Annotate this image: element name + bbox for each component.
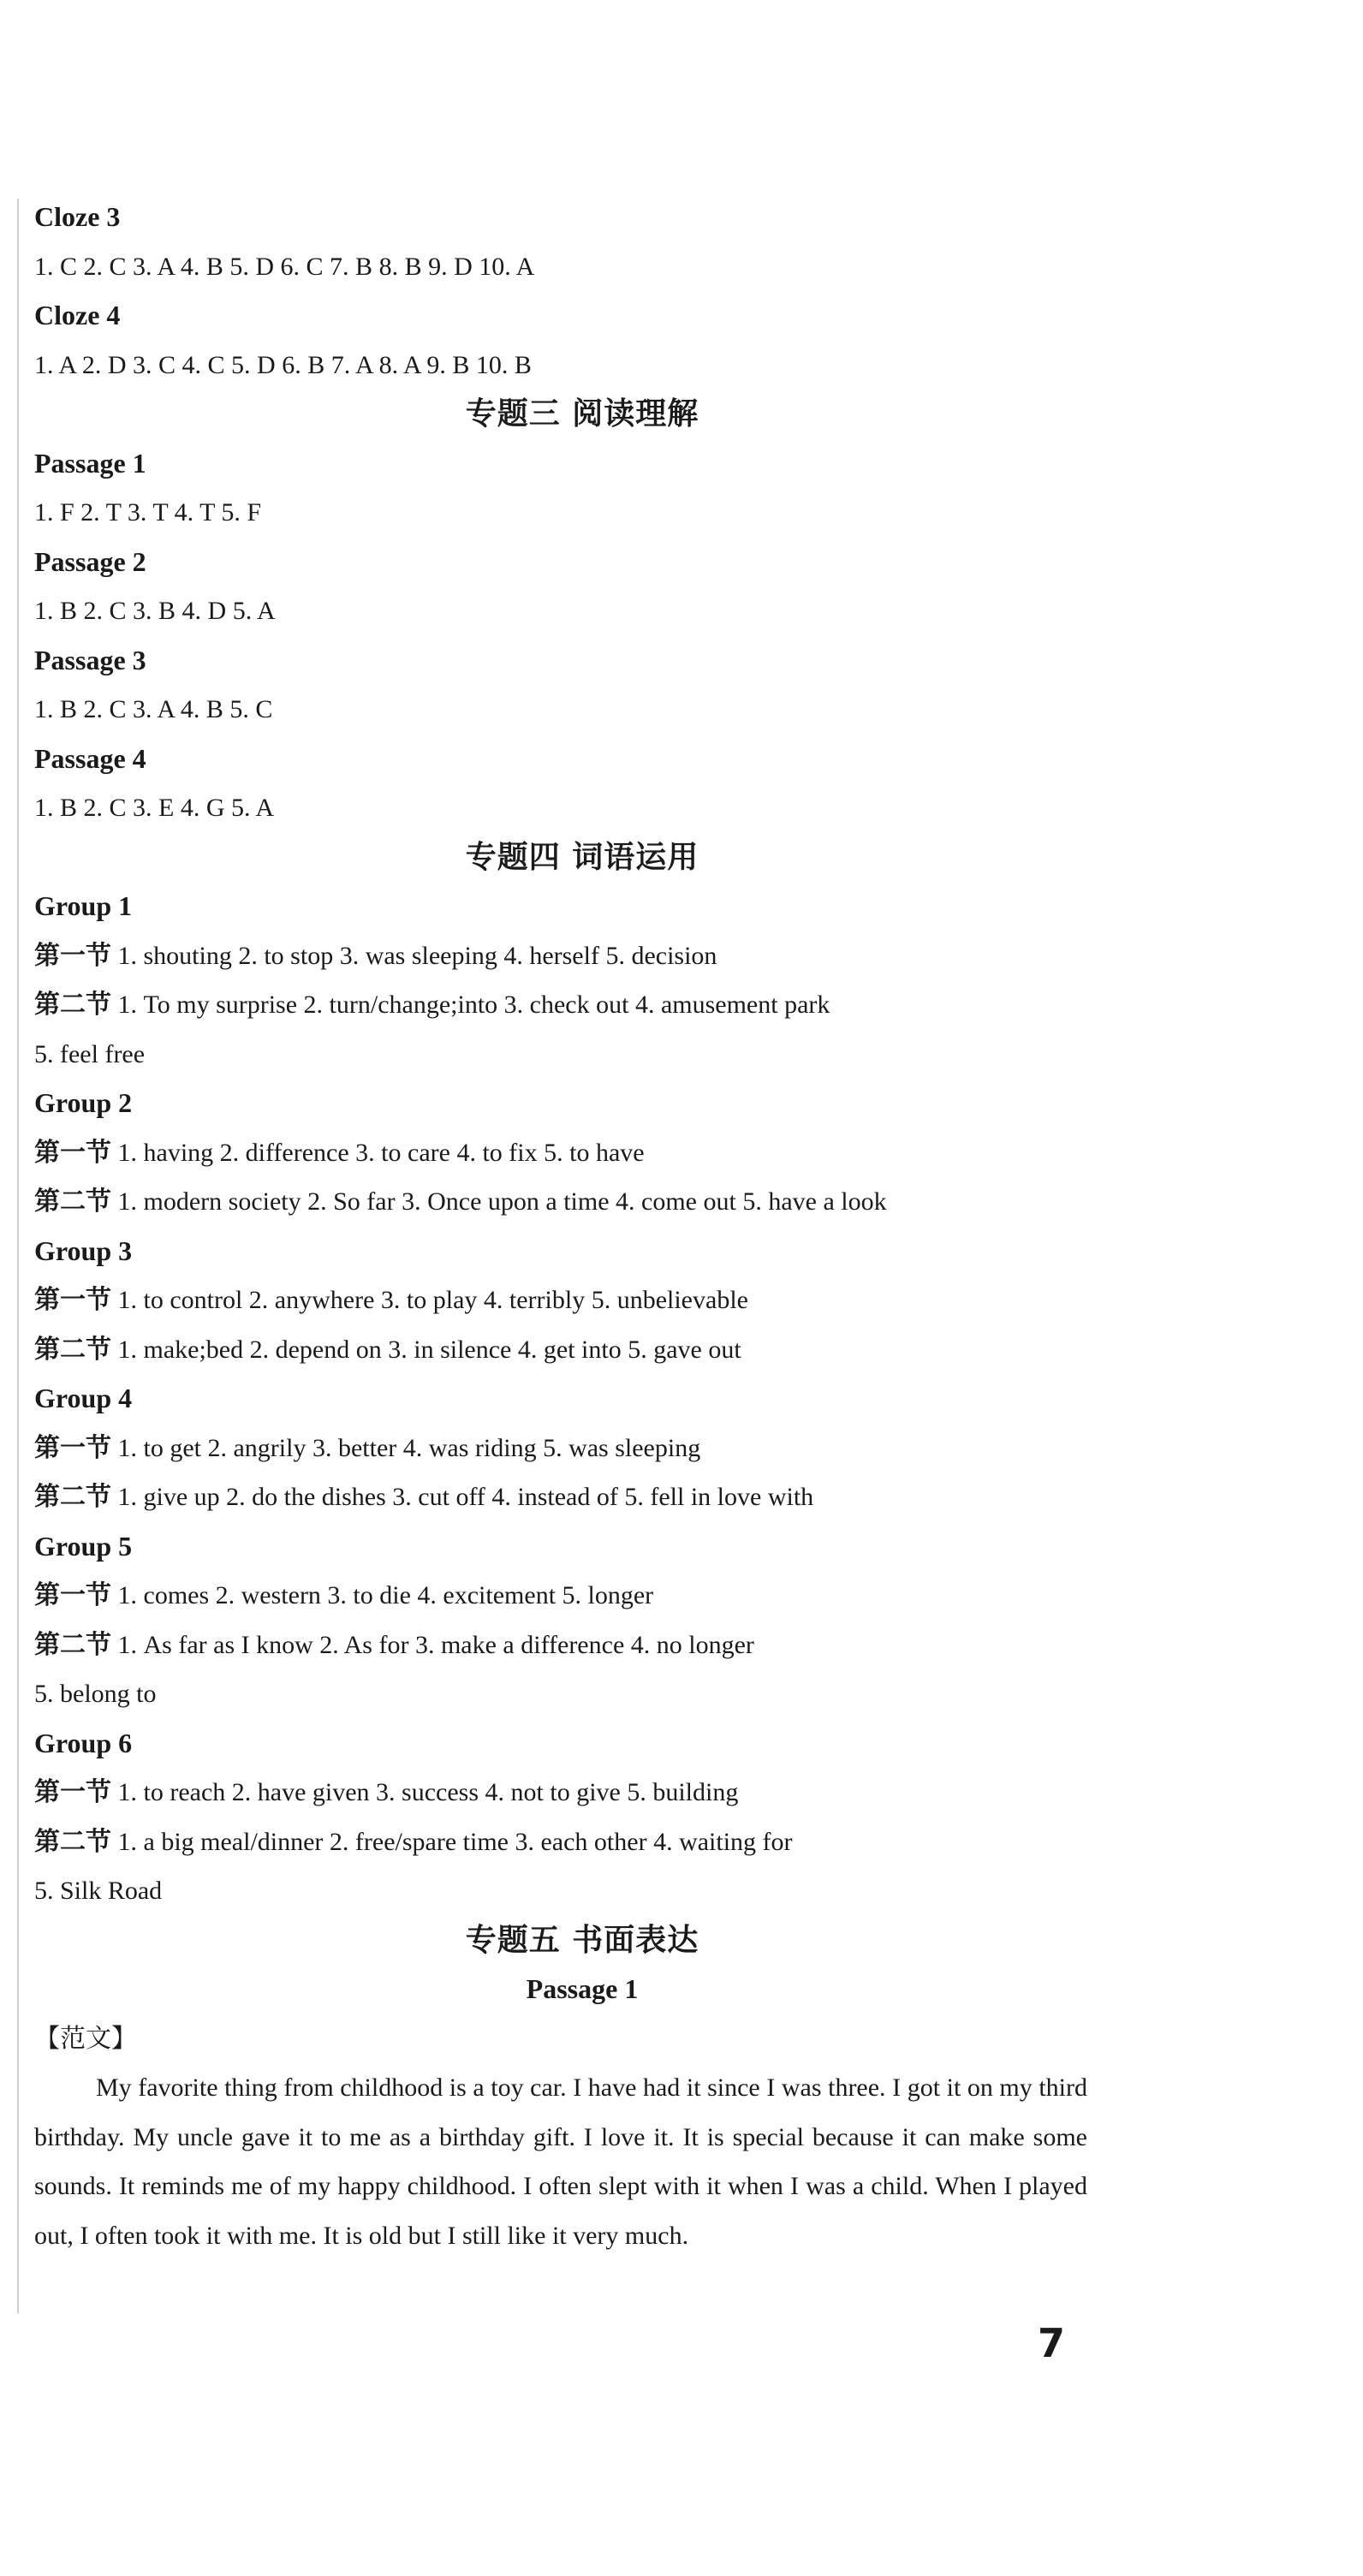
part2-label: 第二节 xyxy=(34,1629,111,1660)
part2-label: 第二节 xyxy=(34,1187,111,1217)
part1-label: 第一节 xyxy=(34,1285,111,1315)
group4-part1-answers: 1. to get 2. angrily 3. better 4. was riding 5. was sleeping xyxy=(117,1433,701,1462)
group1-part2-cont: 5. feel free xyxy=(34,1039,146,1068)
passage3-title: Passage 3 xyxy=(34,644,146,675)
group3-part2 xyxy=(34,1325,1096,1375)
group4-part2 xyxy=(34,1472,1096,1522)
part1-label: 第一节 xyxy=(34,1580,111,1610)
part2-label: 第二节 xyxy=(34,990,111,1020)
group6-title: Group 6 xyxy=(34,1727,133,1758)
section3-heading: 专题三 阅读理解 xyxy=(465,396,699,431)
group6-part1-answers: 1. to reach 2. have given 3. success 4. not to give 5. building xyxy=(117,1778,739,1806)
passage4-answers: 1. B 2. C 3. E 4. G 5. A xyxy=(34,794,275,822)
group2-title: Group 2 xyxy=(34,1087,133,1118)
passage1-answers: 1. F 2. T 3. T 4. T 5. F xyxy=(34,498,262,527)
part1-label: 第一节 xyxy=(34,1777,111,1807)
group5-part2-answers: 1. As far as I know 2. As for 3. make a difference 4. no longer xyxy=(117,1630,754,1659)
cloze3-answers: 1. C 2. C 3. A 4. B 5. D 6. C 7. B 8. B 9. D 10. A xyxy=(34,252,535,281)
passage2-answers: 1. B 2. C 3. B 4. D 5. A xyxy=(34,597,276,625)
part2-label: 第二节 xyxy=(34,1826,111,1857)
group2-part2 xyxy=(34,1177,1096,1227)
group5-part1 xyxy=(34,1571,1096,1621)
sample-essay-label: 【范文】 xyxy=(34,2023,137,2054)
part1-label: 第一节 xyxy=(34,1432,111,1463)
group6-part2-cont: 5. Silk Road xyxy=(34,1877,163,1905)
section5-heading: 专题五 书面表达 xyxy=(465,1922,699,1958)
group3-part1-answers: 1. to control 2. anywhere 3. to play 4. terribly 5. unbelievable xyxy=(117,1286,748,1314)
group1-part1-answers: 1. shouting 2. to stop 3. was sleeping 4. herself 5. decision xyxy=(117,941,717,970)
group6-part1 xyxy=(34,1768,1096,1817)
sample-essay-text: My favorite thing from childhood is a toy car. I have had it since I was three. I got it on my third birthday. My uncle gave it to me as a birthday gift. I love it. It is special because it can make some sounds. It reminds me of my happy childhood. I often slept with it when I was a child. When I played out, I often took it with me. It is old but I still like it very much. xyxy=(34,2073,1087,2250)
group4-part1 xyxy=(34,1424,1096,1473)
group3-part2-answers: 1. make;bed 2. depend on 3. in silence 4. get into 5. gave out xyxy=(117,1335,741,1364)
part2-label: 第二节 xyxy=(34,1334,111,1365)
group3-title: Group 3 xyxy=(34,1234,133,1266)
group5-part2-cont: 5. belong to xyxy=(34,1680,157,1708)
section4-heading: 专题四 词语运用 xyxy=(465,839,699,875)
group6-part2-answers: 1. a big meal/dinner 2. free/spare time 3. each other 4. waiting for xyxy=(117,1827,793,1856)
passage2-title: Passage 2 xyxy=(34,545,146,577)
group1-title: Group 1 xyxy=(34,890,133,921)
cloze4-title: Cloze 4 xyxy=(34,300,121,330)
part1-label: 第一节 xyxy=(34,1137,111,1168)
passage4-title: Passage 4 xyxy=(34,742,146,774)
answer-key-content xyxy=(34,193,1096,2260)
group2-part1-answers: 1. having 2. difference 3. to care 4. to fix 5. to have xyxy=(117,1138,645,1167)
group4-title: Group 4 xyxy=(34,1383,133,1413)
part2-label: 第二节 xyxy=(34,1482,111,1512)
group5-part2 xyxy=(34,1621,1096,1670)
passage3-answers: 1. B 2. C 3. A 4. B 5. C xyxy=(34,695,273,723)
page-number: 7 xyxy=(1038,2320,1066,2366)
group1-part2-answers: 1. To my surprise 2. turn/change;into 3. check out 4. amusement park xyxy=(117,991,830,1019)
margin-rule xyxy=(17,199,19,2313)
part1-label: 第一节 xyxy=(34,940,111,971)
group4-part2-answers: 1. give up 2. do the dishes 3. cut off 4. instead of 5. fell in love with xyxy=(117,1483,814,1511)
group5-title: Group 5 xyxy=(34,1530,133,1562)
group5-part1-answers: 1. comes 2. western 3. to die 4. excitement 5. longer xyxy=(117,1581,654,1609)
section5-passage-title: Passage 1 xyxy=(526,1973,639,2004)
group1-part2 xyxy=(34,980,1096,1030)
group2-part1 xyxy=(34,1128,1096,1178)
group2-part2-answers: 1. modern society 2. So far 3. Once upon a time 4. come out 5. have a look xyxy=(117,1187,887,1216)
group3-part1 xyxy=(34,1276,1096,1325)
group6-part2 xyxy=(34,1817,1096,1867)
cloze4-answers: 1. A 2. D 3. C 4. C 5. D 6. B 7. A 8. A 9. B 10. B xyxy=(34,350,532,379)
sample-essay xyxy=(34,2063,1087,2260)
group1-part1 xyxy=(34,931,1096,981)
cloze3-title: Cloze 3 xyxy=(34,201,121,232)
passage1-title: Passage 1 xyxy=(34,447,146,479)
